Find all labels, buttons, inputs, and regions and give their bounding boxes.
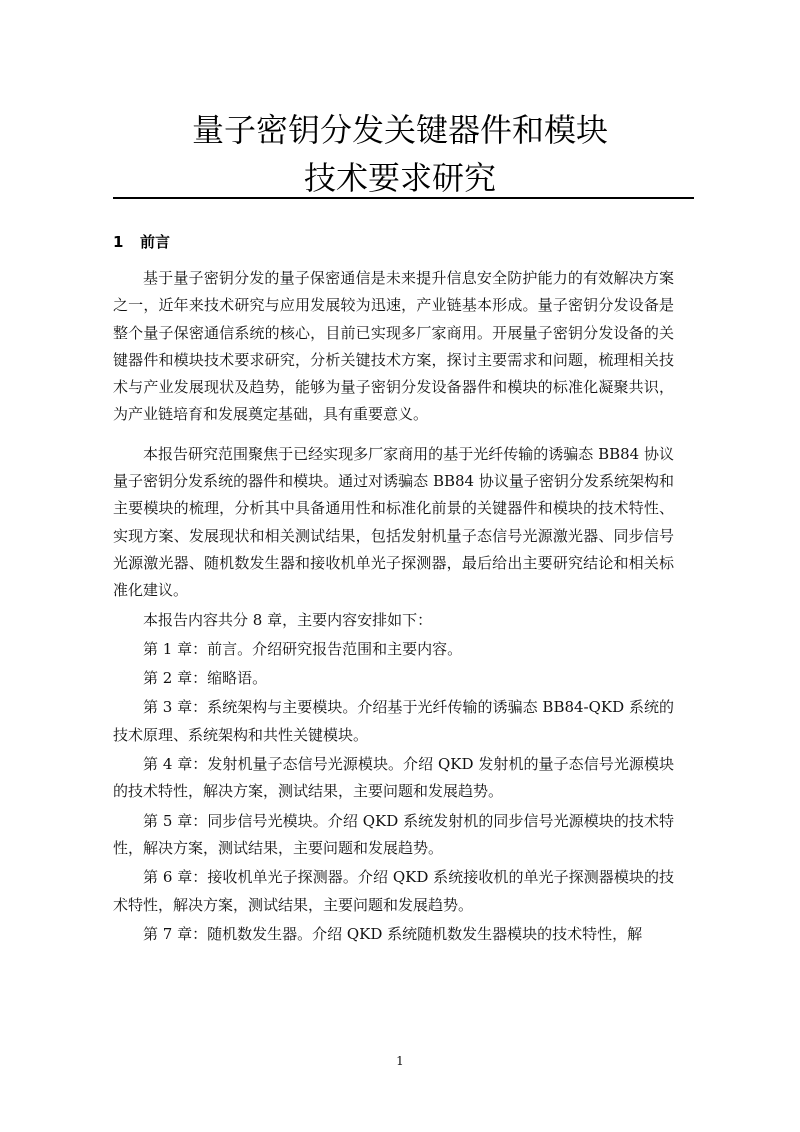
paragraph-chapter-5: 第 5 章：同步信号光模块。介绍 QKD 系统发射机的同步信号光源模块的技术特性，解决方案，测试结果，主要问题和发展趋势。 bbox=[113, 811, 674, 857]
paragraph-chapter-3: 第 3 章：系统架构与主要模块。介绍基于光纤传输的诱骗态 BB84-QKD 系统的技术原理、系统架构和共性关键模块。 bbox=[113, 698, 674, 744]
paragraph-intro: 基于量子密钥分发的量子保密通信是未来提升信息安全防护能力的有效解决方案之一，近年来技术研究与应用发展较为迅速，产业链基本形成。量子密钥分发设备是整个量子保密通信系统的核心，目前已实现多厂家商用。开展量子密钥分发设备的关键器件和模块技术要求研究，分析关键技术方案，探讨主要需求和问题，梳理相关技术与产业发展现状及趋势，能够为量子密钥分发设备器件和模块的标准化凝聚共识，为产业链培育和发展奠定基础，具有重要意义。 bbox=[113, 269, 674, 424]
section-heading bbox=[113, 231, 170, 253]
section-number: 1 bbox=[113, 233, 124, 251]
document-title-line-1: 量子密钥分发关键器件和模块 bbox=[191, 111, 608, 149]
title-divider bbox=[113, 197, 694, 199]
paragraph-outline: 本报告内容共分 8 章，主要内容安排如下： bbox=[143, 610, 433, 629]
paragraph-chapter-2: 第 2 章：缩略语。 bbox=[143, 669, 268, 688]
page-number: 1 bbox=[396, 1054, 404, 1068]
paragraph-scope: 本报告研究范围聚焦于已经实现多厂家商用的基于光纤传输的诱骗态 BB84 协议量子密钥分发系统的器件和模块。通过对诱骗态 BB84 协议量子密钥分发系统架构和主要模块的梳理，分析其中具备通用性和标准化前景的关键器件和模块的技术特性、实现方案、发展现状和相关测试结果，包括发射机量子态信号光源激光器、同步信号光源激光器、随机数发生器和接收机单光子探测器，最后给出主要研究结论和相关标准化建议。 bbox=[113, 444, 674, 600]
paragraph-chapter-6: 第 6 章：接收机单光子探测器。介绍 QKD 系统接收机的单光子探测器模块的技术特性，解决方案，测试结果，主要问题和发展趋势。 bbox=[113, 868, 674, 914]
paragraph-chapter-1: 第 1 章：前言。介绍研究报告范围和主要内容。 bbox=[143, 639, 463, 658]
document-title-line-2: 技术要求研究 bbox=[303, 159, 496, 197]
paragraph-chapter-4: 第 4 章：发射机量子态信号光源模块。介绍 QKD 发射机的量子态信号光源模块的技术特性，解决方案，测试结果，主要问题和发展趋势。 bbox=[113, 755, 674, 801]
section-title: 前言 bbox=[140, 233, 171, 251]
document-body bbox=[113, 265, 674, 948]
paragraph-chapter-7: 第 7 章：随机数发生器。介绍 QKD 系统随机数发生器模块的技术特性，解 bbox=[143, 924, 643, 943]
